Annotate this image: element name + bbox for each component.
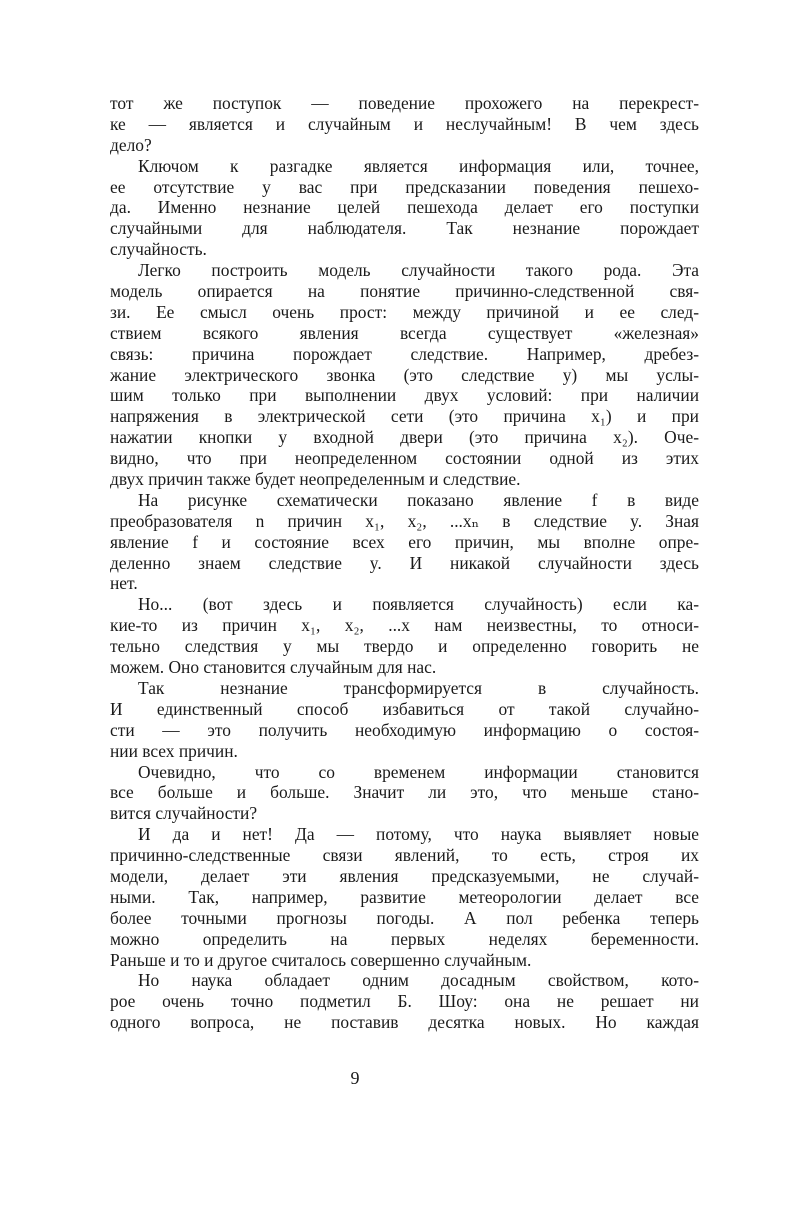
text-line: деленно знаем следствие y. И никакой случайности здесь xyxy=(110,552,699,573)
text-line: нии всех причин. xyxy=(110,740,238,761)
text-line: явление f и состояние всех его причин, мы вполне опре- xyxy=(110,531,699,552)
text-line: Ключом к разгадке является информация или, точнее, xyxy=(138,155,699,176)
text-line: На рисунке схематически показано явление f в виде xyxy=(138,489,699,510)
paragraph xyxy=(110,93,699,156)
text-line: модели, делает эти явления предсказуемыми, не случай- xyxy=(110,865,699,886)
paragraph xyxy=(110,762,699,825)
paragraph xyxy=(110,824,699,970)
text-line: случайными для наблюдателя. Так незнание порождает xyxy=(110,218,699,239)
page-number: 9 xyxy=(350,1068,360,1088)
text-line: ствием всякого явления всегда существует «железная» xyxy=(110,322,699,343)
paragraph xyxy=(110,970,699,1033)
text-line: да. Именно незнание целей пешехода делает его поступки xyxy=(110,197,699,218)
text-line: все больше и больше. Значит ли это, что меньше стано- xyxy=(110,782,699,803)
paragraph xyxy=(110,490,699,594)
text-line: можем. Оно становится случайным для нас. xyxy=(110,657,437,678)
paragraph xyxy=(110,678,699,762)
text-line: И да и нет! Да — потому, что наука выявляет новые xyxy=(138,824,699,845)
text-line: кие-то из причин x₁, x₂, ...x нам неизвестны, то относи- xyxy=(110,615,699,636)
text-line: можно определить на первых неделях беременности. xyxy=(110,928,699,949)
text-line: Но... (вот здесь и появляется случайность) если ка- xyxy=(138,594,699,615)
text-line: случайность. xyxy=(110,239,207,260)
text-line: рое очень точно подметил Б. Шоу: она не решает ни xyxy=(110,991,699,1012)
text-line: сти — это получить необходимую информацию о состоя- xyxy=(110,719,699,740)
text-line: шим только при выполнении двух условий: при наличии xyxy=(110,385,699,406)
text-line: одного вопроса, не поставив десятка новых. Но каждая xyxy=(110,1012,699,1033)
text-line: более точными прогнозы погоды. А пол ребенка теперь xyxy=(110,907,699,928)
text-line: нет. xyxy=(110,573,138,594)
text-line: вится случайности? xyxy=(110,803,258,824)
paragraph xyxy=(110,156,699,260)
text-line: Легко построить модель случайности такого рода. Эта xyxy=(138,260,699,281)
text-line: видно, что при неопределенном состоянии одной из этих xyxy=(110,448,699,469)
text-line: ке — является и случайным и неслучайным! В чем здесь xyxy=(110,113,699,134)
text-line: причинно-следственные связи явлений, то есть, строя их xyxy=(110,845,699,866)
text-line: тельно следствия y мы твердо и определенно говорить не xyxy=(110,636,699,657)
text-line: двух причин также будет неопределенным и следствие. xyxy=(110,469,521,490)
text-line: жание электрического звонка (это следствие y) мы услы- xyxy=(110,364,699,385)
text-line: Так незнание трансформируется в случайность. xyxy=(138,677,699,698)
text-line: И единственный способ избавиться от такой случайно- xyxy=(110,698,699,719)
text-line: ее отсутствие у вас при предсказании поведения пешехо- xyxy=(110,176,699,197)
text-line: зи. Ее смысл очень прост: между причиной и ее след- xyxy=(110,301,699,322)
text-line: Раньше и то и другое считалось совершенно случайным. xyxy=(110,949,532,970)
text-line: модель опирается на понятие причинно-следственной свя- xyxy=(110,281,699,302)
text-line: напряжения в электрической сети (это причина x₁) и при xyxy=(110,406,699,427)
text-line: преобразователя n причин x₁, x₂, ...xₙ в следствие y. Зная xyxy=(110,510,699,531)
text-line: ными. Так, например, развитие метеорологии делает все xyxy=(110,886,699,907)
paragraph xyxy=(110,260,699,490)
text-line: нажатии кнопки у входной двери (это причина x₂). Оче- xyxy=(110,427,699,448)
text-line: Но наука обладает одним досадным свойством, кото- xyxy=(138,970,699,991)
page-body xyxy=(110,93,699,1033)
text-line: связь: причина порождает следствие. Например, дребез- xyxy=(110,343,699,364)
text-line: дело? xyxy=(110,134,152,155)
paragraph xyxy=(110,594,699,678)
text-line: тот же поступок — поведение прохожего на перекрест- xyxy=(110,93,699,113)
text-line: Очевидно, что со временем информации становится xyxy=(138,761,699,782)
